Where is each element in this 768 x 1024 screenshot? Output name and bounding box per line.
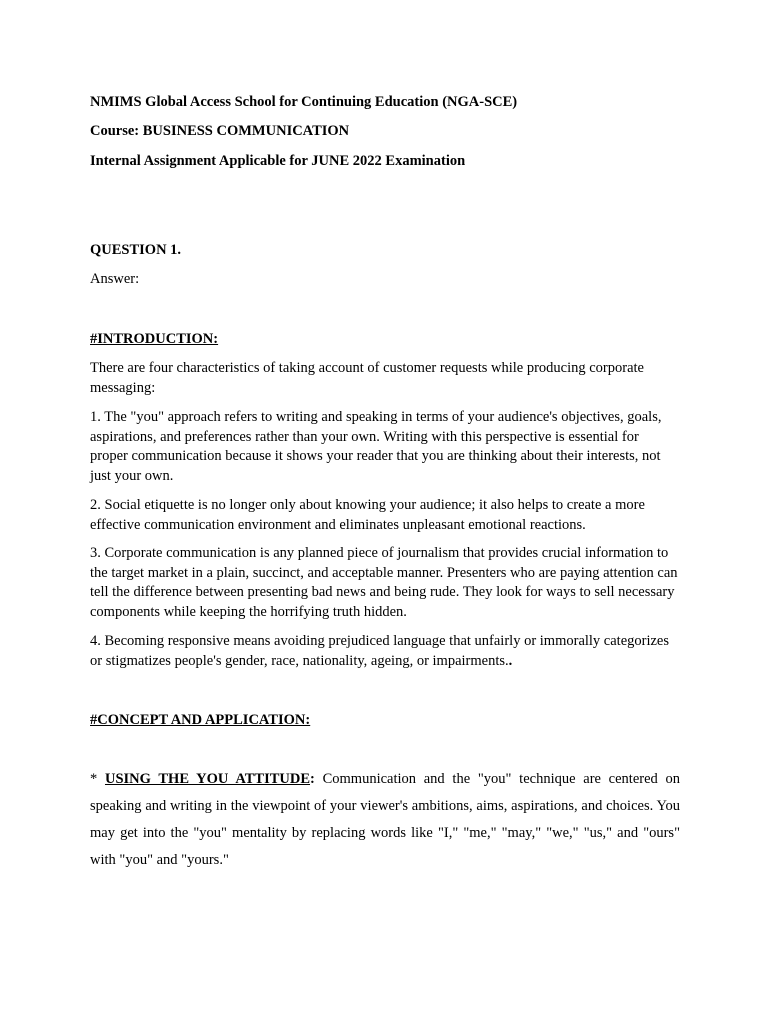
point-1: 1. The "you" approach refers to writing and speaking in terms of your audience's objectives, goals, aspirations, and preferences rather than your own. Writing with this perspective is essential for proper communication because it shows your reader that you are thinking about their interests, not just your own. xyxy=(90,409,662,484)
assignment-title: Internal Assignment Applicable for JUNE 2022 Examination xyxy=(90,153,466,169)
school-name: NMIMS Global Access School for Continuing Education (NGA-SCE) xyxy=(90,94,518,110)
point-4 xyxy=(90,632,680,671)
point-4-end: . xyxy=(508,652,513,669)
introduction-heading: #INTRODUCTION: xyxy=(90,331,219,347)
course-title: Course: BUSINESS COMMUNICATION xyxy=(90,123,350,139)
concept-body: Communication and the "you" technique are centered on speaking and writing in the viewpoint of your viewer's ambitions, aims, aspirations, and choices. You may get into the "you" mentality by replacing words like "I," "me," "may," "we," "us," and "ours" with "you" and "yours." xyxy=(90,771,681,868)
answer-label: Answer: xyxy=(90,271,140,287)
concept-paragraph xyxy=(90,766,680,874)
introduction-lead: There are four characteristics of taking account of customer requests while producing corporate messaging: xyxy=(90,360,644,396)
you-attitude-subheading: USING THE YOU ATTITUDE xyxy=(104,771,311,787)
point-4-text: 4. Becoming responsive means avoiding prejudiced language that unfairly or immorally categorizes or stigmatizes people's gender, race, nationality, ageing, or impairments. xyxy=(90,633,670,669)
concept-heading: #CONCEPT AND APPLICATION: xyxy=(90,712,311,728)
bullet-marker: * xyxy=(90,771,98,787)
subheading-colon: : xyxy=(310,771,315,787)
point-3: 3. Corporate communication is any planned piece of journalism that provides crucial information to the target market in a plain, succinct, and acceptable manner. Presenters who are paying attention can tell the difference between presenting bad news and being rude. They look for ways to sell necessary components while keeping the horrifying truth hidden. xyxy=(90,545,678,620)
question-title: QUESTION 1. xyxy=(90,242,182,258)
point-2: 2. Social etiquette is no longer only about knowing your audience; it also helps to create a more effective communication environment and eliminates unpleasant emotional reactions. xyxy=(90,497,645,533)
